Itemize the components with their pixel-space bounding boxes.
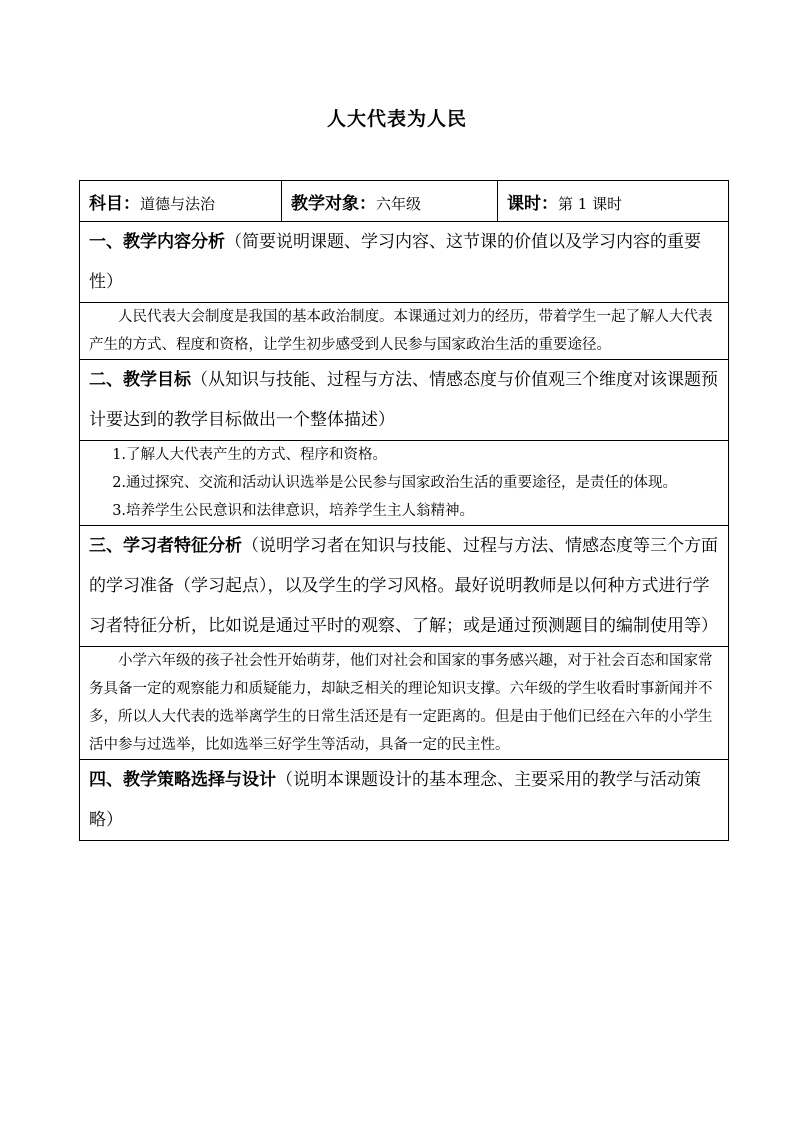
section-heading-note: （说明学习者在知识与技能、过程与方法、情感态度等三个方面的学习准备（学习起点），以及学生的学习风格。最好说明教师是以何种方式进行学习者特征分析，比如说是通过平时的观察、了解；或是通过预测题目的编制使用等） xyxy=(89,536,718,636)
objective-item: 2.通过探究、交流和活动认识选举是公民参与国家政治生活的重要途径，是责任的体现。 xyxy=(112,475,678,491)
objective-item: 1.了解人大代表产生的方式、程序和资格。 xyxy=(112,447,388,463)
period-cell xyxy=(498,181,729,222)
section-content xyxy=(80,647,729,760)
section-heading xyxy=(80,526,729,647)
audience-cell xyxy=(282,181,498,222)
lesson-plan-table xyxy=(79,180,729,841)
section-heading-row xyxy=(80,222,729,303)
section-content xyxy=(80,303,729,360)
section-content xyxy=(80,441,729,526)
section-heading-row xyxy=(80,360,729,441)
section-heading-note: （从知识与技能、过程与方法、情感态度与价值观三个维度对该课题预计要达到的教学目标做出一个整体描述） xyxy=(89,370,718,430)
section-heading-row xyxy=(80,526,729,647)
audience-label: 教学对象： xyxy=(291,193,376,214)
section-heading xyxy=(80,760,729,841)
section-body-text: 人民代表大会制度是我国的基本政治制度。本课通过刘力的经历，带着学生一起了解人大代表产生的方式、程度和资格，让学生初步感受到人民参与国家政治生活的重要途径。 xyxy=(89,309,713,353)
audience-value: 六年级 xyxy=(376,194,422,213)
section-heading-row xyxy=(80,760,729,841)
section-heading-title: 四、教学策略选择与设计 xyxy=(89,770,276,790)
section-body-text: 小学六年级的孩子社会性开始萌芽，他们对社会和国家的事务感兴趣，对于社会百态和国家常务具备一定的观察能力和质疑能力，却缺乏相关的理论知识支撑。六年级的学生收看时事新闻并不多，所以人大代表的选举离学生的日常生活还是有一定距离的。但是由于他们已经在六年的小学生活中参与过选举，比如选举三好学生等活动，具备一定的民主性。 xyxy=(89,653,713,753)
section-content-row xyxy=(80,441,729,526)
section-content-row xyxy=(80,647,729,760)
period-value: 第 1 课时 xyxy=(558,194,623,213)
meta-row xyxy=(80,181,729,222)
subject-cell xyxy=(80,181,282,222)
section-content-row xyxy=(80,303,729,360)
subject-value: 道德与法治 xyxy=(140,194,216,213)
subject-label: 科目： xyxy=(89,193,140,214)
section-heading-title: 二、教学目标 xyxy=(89,370,191,390)
section-heading-title: 三、学习者特征分析 xyxy=(89,536,242,556)
period-label: 课时： xyxy=(507,193,558,214)
objective-item: 3.培养学生公民意识和法律意识，培养学生主人翁精神。 xyxy=(112,503,475,519)
section-heading-note: （说明本课题设计的基本理念、主要采用的教学与活动策略） xyxy=(89,770,701,830)
section-heading-note: （简要说明课题、学习内容、这节课的价值以及学习内容的重要性） xyxy=(89,232,701,292)
section-heading xyxy=(80,360,729,441)
section-heading xyxy=(80,222,729,303)
page-title: 人大代表为人民 xyxy=(326,108,467,130)
section-heading-title: 一、教学内容分析 xyxy=(89,232,225,252)
